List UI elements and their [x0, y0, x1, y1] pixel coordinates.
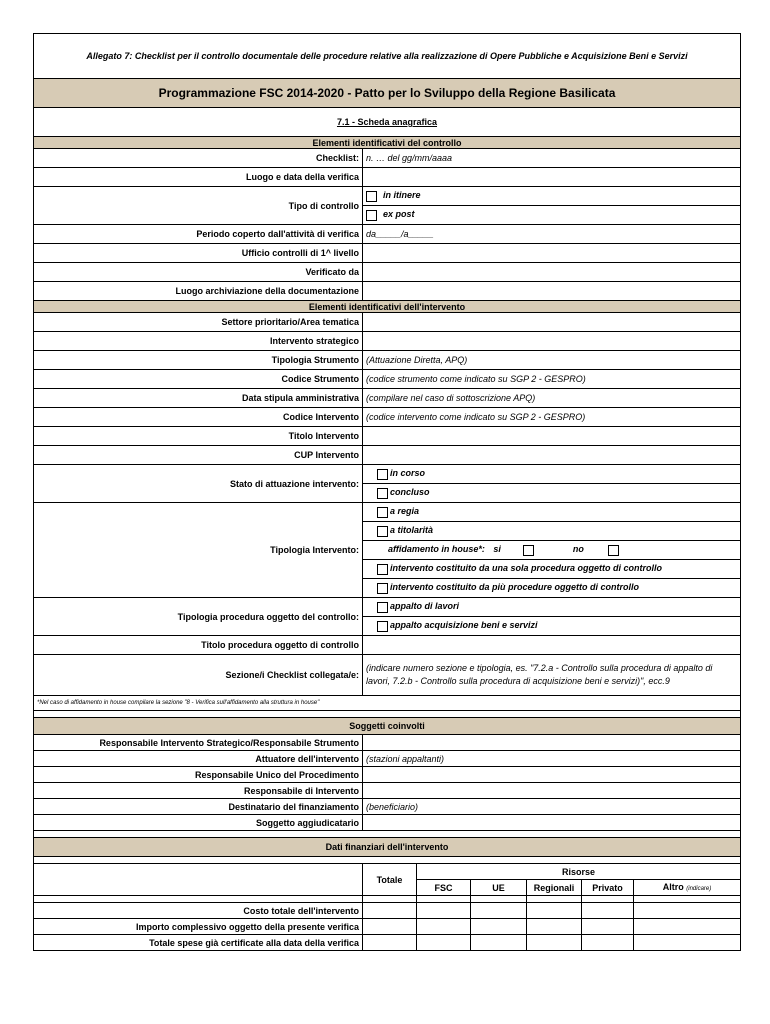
- responsabile-strumento-field[interactable]: [363, 735, 741, 751]
- responsabile-intervento-field[interactable]: [363, 783, 741, 799]
- table-row: [34, 903, 741, 919]
- periodo-label: Periodo coperto dall'attività di verifica: [34, 225, 363, 244]
- spese-certificate-label: Totale spese già certificate alla data della verifica: [34, 935, 363, 951]
- codice-intervento-label: Codice Intervento: [34, 408, 363, 427]
- cup-field[interactable]: [363, 446, 741, 465]
- checkbox-icon[interactable]: [608, 545, 619, 556]
- affidamento-in-house-row: affidamento in house*: si no: [363, 541, 741, 560]
- cell-field[interactable]: [582, 903, 634, 919]
- cell-field[interactable]: [363, 919, 417, 935]
- importo-verifica-label: Importo complessivo oggetto della presente verifica: [34, 919, 363, 935]
- scheda-title: 7.1 - Scheda anagrafica: [34, 108, 741, 137]
- cell-field[interactable]: [634, 903, 741, 919]
- intervento-strategico-field[interactable]: [363, 332, 741, 351]
- data-stipula-label: Data stipula amministrativa: [34, 389, 363, 408]
- checklist-field[interactable]: n. … del gg/mm/aaaa: [363, 149, 741, 168]
- intervento-strategico-label: Intervento strategico: [34, 332, 363, 351]
- cup-label: CUP Intervento: [34, 446, 363, 465]
- option-appalto-lavori[interactable]: appalto di lavori: [363, 598, 741, 617]
- table-row: [34, 919, 741, 935]
- checkbox-icon[interactable]: [366, 210, 377, 221]
- titolo-procedura-field[interactable]: [363, 636, 741, 655]
- codice-intervento-field[interactable]: (codice intervento come indicato su SGP 2 - GESPRO): [363, 408, 741, 427]
- titolo-intervento-field[interactable]: [363, 427, 741, 446]
- checkbox-icon[interactable]: [377, 621, 388, 632]
- checkbox-icon[interactable]: [523, 545, 534, 556]
- aggiudicatario-label: Soggetto aggiudicatario: [34, 815, 363, 831]
- rup-label: Responsabile Unico del Procedimento: [34, 767, 363, 783]
- col-ue: UE: [471, 880, 527, 896]
- procedura-label: Tipologia procedura oggetto del controllo:: [34, 598, 363, 636]
- stato-label: Stato di attuazione intervento:: [34, 465, 363, 503]
- responsabile-strumento-label: Responsabile Intervento Strategico/Responsabile Strumento: [34, 735, 363, 751]
- option-appalto-beni-servizi[interactable]: appalto acquisizione beni e servizi: [363, 617, 741, 636]
- ufficio-label: Ufficio controlli di 1^ livello: [34, 244, 363, 263]
- settore-field[interactable]: [363, 313, 741, 332]
- verificato-label: Verificato da: [34, 263, 363, 282]
- option-ex-post[interactable]: ex post: [363, 206, 741, 225]
- checkbox-icon[interactable]: [377, 507, 388, 518]
- section-header-intervento: Elementi identificativi dell'intervento: [34, 301, 741, 313]
- option-a-titolarita[interactable]: a titolarità: [363, 522, 741, 541]
- rup-field[interactable]: [363, 767, 741, 783]
- cell-field[interactable]: [527, 919, 582, 935]
- costo-totale-label: Costo totale dell'intervento: [34, 903, 363, 919]
- verificato-field[interactable]: [363, 263, 741, 282]
- tipologia-strumento-field[interactable]: (Attuazione Diretta, APQ): [363, 351, 741, 370]
- section-header-soggetti: Soggetti coinvolti: [34, 718, 741, 735]
- cell-field[interactable]: [582, 919, 634, 935]
- document-title: Allegato 7: Checklist per il controllo documentale delle procedure relative alla realizzazione di Opere Pubbliche e Acquisizione Beni e Servizi: [34, 34, 741, 79]
- option-piu-procedure[interactable]: intervento costituito da più procedure oggetto di controllo: [363, 579, 741, 598]
- option-una-procedura[interactable]: intervento costituito da una sola procedura oggetto di controllo: [363, 560, 741, 579]
- cell-field[interactable]: [417, 919, 471, 935]
- checkbox-icon[interactable]: [377, 526, 388, 537]
- tipo-controllo-label: Tipo di controllo: [34, 187, 363, 225]
- destinatario-field[interactable]: (beneficiario): [363, 799, 741, 815]
- checkbox-icon[interactable]: [377, 583, 388, 594]
- checklist-label: Checklist:: [34, 149, 363, 168]
- checklist-form: [33, 33, 741, 951]
- table-row: [34, 935, 741, 951]
- cell-field[interactable]: [417, 935, 471, 951]
- tipologia-intervento-label: Tipologia Intervento:: [34, 503, 363, 598]
- checkbox-icon[interactable]: [377, 564, 388, 575]
- section-header-finanziari: Dati finanziari dell'intervento: [34, 838, 741, 857]
- col-privato: Privato: [582, 880, 634, 896]
- tipologia-strumento-label: Tipologia Strumento: [34, 351, 363, 370]
- sezione-checklist-field[interactable]: (indicare numero sezione e tipologia, es. "7.2.a - Controllo sulla procedura di appalto di lavori, 7.2.b - Controllo sulla procedura di acquisizione beni e servizi)", ecc.9: [363, 655, 741, 696]
- archiviazione-label: Luogo archiviazione della documentazione: [34, 282, 363, 301]
- totale-header: Totale: [363, 864, 417, 896]
- codice-strumento-label: Codice Strumento: [34, 370, 363, 389]
- risorse-header: Risorse: [417, 864, 741, 880]
- ufficio-field[interactable]: [363, 244, 741, 263]
- titolo-procedura-label: Titolo procedura oggetto di controllo: [34, 636, 363, 655]
- cell-field[interactable]: [363, 935, 417, 951]
- section-header-controllo: Elementi identificativi del controllo: [34, 137, 741, 149]
- archiviazione-field[interactable]: [363, 282, 741, 301]
- col-regionali: Regionali: [527, 880, 582, 896]
- cell-field[interactable]: [471, 903, 527, 919]
- in-house-note: *Nel caso di affidamento in house compilare la sezione "8 - Verifica sull'affidamento alla struttura in house": [34, 696, 741, 711]
- col-altro: Altro (indicare): [634, 880, 741, 896]
- cell-field[interactable]: [634, 935, 741, 951]
- cell-field[interactable]: [527, 935, 582, 951]
- cell-field[interactable]: [363, 903, 417, 919]
- cell-field[interactable]: [527, 903, 582, 919]
- luogo-data-label: Luogo e data della verifica: [34, 168, 363, 187]
- attuatore-label: Attuatore dell'intervento: [34, 751, 363, 767]
- checkbox-icon[interactable]: [377, 469, 388, 480]
- checkbox-icon[interactable]: [366, 191, 377, 202]
- checkbox-icon[interactable]: [377, 602, 388, 613]
- attuatore-field[interactable]: (stazioni appaltanti): [363, 751, 741, 767]
- cell-field[interactable]: [471, 935, 527, 951]
- option-a-regia[interactable]: a regia: [363, 503, 741, 522]
- cell-field[interactable]: [634, 919, 741, 935]
- titolo-intervento-label: Titolo Intervento: [34, 427, 363, 446]
- option-in-itinere[interactable]: in itinere: [363, 187, 741, 206]
- programma-header: Programmazione FSC 2014-2020 - Patto per lo Sviluppo della Regione Basilicata: [34, 79, 741, 108]
- cell-field[interactable]: [471, 919, 527, 935]
- responsabile-intervento-label: Responsabile di Intervento: [34, 783, 363, 799]
- sezione-checklist-label: Sezione/i Checklist collegata/e:: [34, 655, 363, 696]
- cell-field[interactable]: [582, 935, 634, 951]
- col-fsc: FSC: [417, 880, 471, 896]
- luogo-data-field[interactable]: [363, 168, 741, 187]
- option-in-corso[interactable]: in corso: [363, 465, 741, 484]
- finanziari-corner: [34, 864, 363, 896]
- cell-field[interactable]: [417, 903, 471, 919]
- data-stipula-field[interactable]: (compilare nel caso di sottoscrizione APQ): [363, 389, 741, 408]
- destinatario-label: Destinatario del finanziamento: [34, 799, 363, 815]
- settore-label: Settore prioritario/Area tematica: [34, 313, 363, 332]
- checkbox-icon[interactable]: [377, 488, 388, 499]
- aggiudicatario-field[interactable]: [363, 815, 741, 831]
- periodo-field[interactable]: da_____/a_____: [363, 225, 741, 244]
- option-concluso[interactable]: concluso: [363, 484, 741, 503]
- codice-strumento-field[interactable]: (codice strumento come indicato su SGP 2 - GESPRO): [363, 370, 741, 389]
